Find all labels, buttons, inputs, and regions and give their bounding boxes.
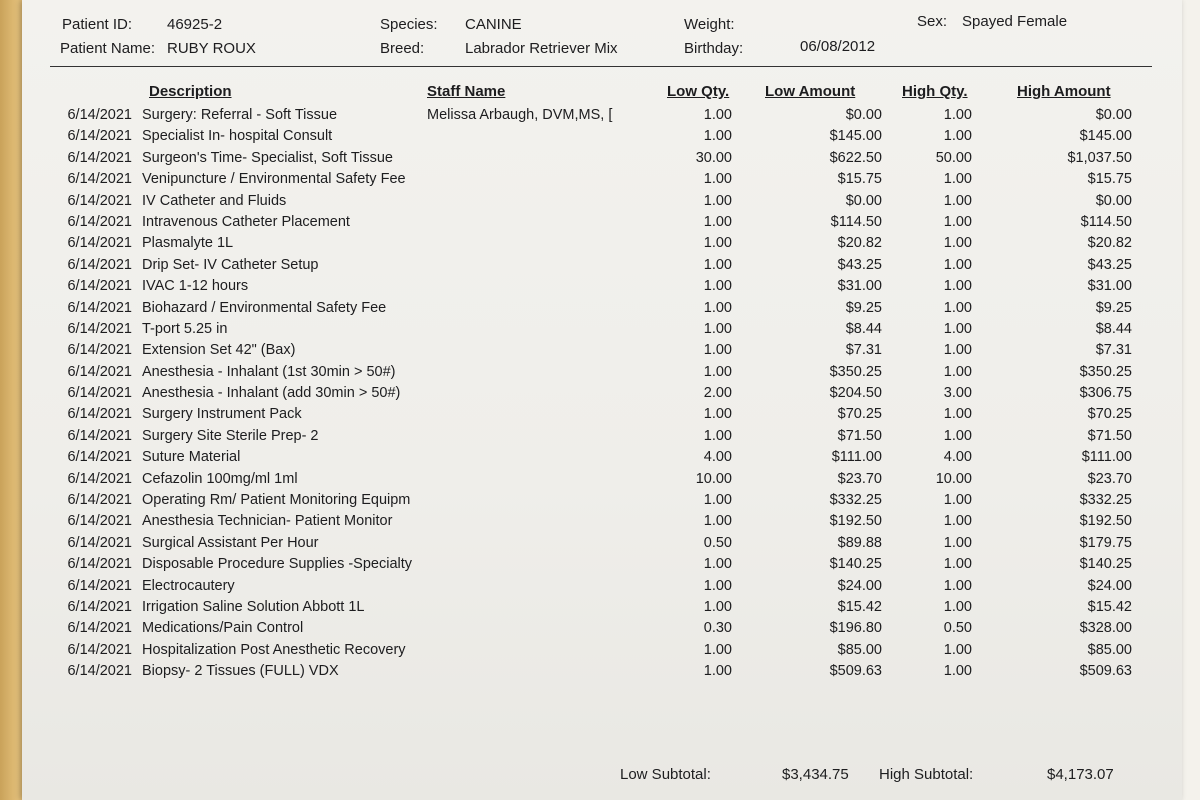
row-low-qty: 1.00 xyxy=(703,363,732,380)
row-date: 6/14/2021 xyxy=(67,107,132,123)
sex-label: Sex: xyxy=(917,13,948,30)
row-high-qty: 1.00 xyxy=(943,641,972,658)
patient-id-value: 46925-2 xyxy=(167,16,223,33)
row-high-amount: $23.70 xyxy=(1087,470,1132,487)
row-description: T-port 5.25 in xyxy=(142,320,228,337)
row-description: Cefazolin 100mg/ml 1ml xyxy=(142,470,298,487)
row-high-qty: 1.00 xyxy=(943,534,972,551)
row-low-amount: $145.00 xyxy=(829,128,882,145)
row-description: Surgery Site Sterile Prep- 2 xyxy=(142,427,319,444)
row-high-amount: $114.50 xyxy=(1080,213,1132,230)
row-low-qty: 30.00 xyxy=(695,149,732,166)
row-high-qty: 1.00 xyxy=(943,256,972,273)
row-date: 6/14/2021 xyxy=(67,320,132,337)
row-low-amount: $350.25 xyxy=(829,363,882,380)
row-description: Drip Set- IV Catheter Setup xyxy=(142,256,319,273)
row-high-qty: 1.00 xyxy=(943,577,972,594)
row-description: Venipuncture / Environmental Safety Fee xyxy=(142,171,406,188)
row-high-amount: $192.50 xyxy=(1079,513,1132,530)
column-header-staff-name: Staff Name xyxy=(427,83,506,100)
row-low-amount: $71.50 xyxy=(837,427,882,444)
low-subtotal-label: Low Subtotal: xyxy=(620,766,711,783)
row-high-qty: 1.00 xyxy=(943,299,972,316)
row-description: Extension Set 42" (Bax) xyxy=(142,342,296,359)
row-low-amount: $85.00 xyxy=(837,641,882,658)
row-low-qty: 2.00 xyxy=(703,385,732,402)
row-low-amount: $196.80 xyxy=(829,620,882,637)
row-low-qty: 1.00 xyxy=(703,320,732,337)
row-high-amount: $1,037.50 xyxy=(1067,149,1132,166)
row-low-qty: 1.00 xyxy=(703,556,732,573)
row-high-amount: $111.00 xyxy=(1081,449,1132,466)
row-low-qty: 0.30 xyxy=(703,620,732,637)
row-description: Hospitalization Post Anesthetic Recovery xyxy=(142,641,406,658)
row-date: 6/14/2021 xyxy=(67,406,132,423)
row-low-qty: 1.00 xyxy=(703,107,732,123)
row-low-qty: 1.00 xyxy=(703,299,732,316)
row-high-qty: 1.00 xyxy=(943,663,972,680)
row-low-amount: $70.25 xyxy=(837,406,882,423)
row-low-qty: 1.00 xyxy=(703,427,732,444)
row-low-qty: 4.00 xyxy=(703,449,732,466)
row-low-amount: $204.50 xyxy=(829,385,882,402)
row-description: Surgery: Referral - Soft Tissue xyxy=(142,107,338,123)
row-high-qty: 50.00 xyxy=(935,149,972,166)
row-low-amount: $7.31 xyxy=(845,342,882,359)
row-low-amount: $20.82 xyxy=(837,235,882,252)
row-high-qty: 1.00 xyxy=(943,342,972,359)
row-date: 6/14/2021 xyxy=(67,235,132,252)
row-low-qty: 1.00 xyxy=(703,128,732,145)
row-high-qty: 1.00 xyxy=(943,406,972,423)
row-high-qty: 0.50 xyxy=(943,620,972,637)
species-value: CANINE xyxy=(465,16,522,33)
row-high-qty: 1.00 xyxy=(943,171,972,188)
row-high-qty: 1.00 xyxy=(943,278,972,295)
row-high-qty: 10.00 xyxy=(935,470,972,487)
column-header-high-amount: High Amount xyxy=(1017,83,1111,100)
column-header-description: Description xyxy=(149,83,232,100)
row-low-qty: 1.00 xyxy=(703,278,732,295)
row-high-amount: $332.25 xyxy=(1079,492,1132,509)
row-high-amount: $7.31 xyxy=(1095,342,1132,359)
row-high-amount: $31.00 xyxy=(1087,278,1132,295)
row-low-amount: $332.25 xyxy=(829,492,882,509)
row-low-amount: $0.00 xyxy=(845,107,882,123)
row-date: 6/14/2021 xyxy=(67,363,132,380)
column-header-high-qty: High Qty. xyxy=(902,83,968,100)
species-label: Species: xyxy=(380,16,438,33)
row-description: Medications/Pain Control xyxy=(142,620,304,637)
high-subtotal-label: High Subtotal: xyxy=(879,766,974,783)
row-high-amount: $306.75 xyxy=(1079,385,1132,402)
row-high-qty: 1.00 xyxy=(943,213,972,230)
row-low-amount: $89.88 xyxy=(837,534,882,551)
weight-label: Weight: xyxy=(684,16,735,33)
row-high-qty: 1.00 xyxy=(943,192,972,209)
row-high-amount: $71.50 xyxy=(1087,427,1132,444)
header-divider xyxy=(50,66,1152,67)
row-high-amount: $24.00 xyxy=(1087,577,1132,594)
row-low-amount: $43.25 xyxy=(837,256,882,273)
row-low-qty: 1.00 xyxy=(703,192,732,209)
row-low-amount: $9.25 xyxy=(845,299,882,316)
row-low-amount: $23.70 xyxy=(837,470,882,487)
row-high-qty: 1.00 xyxy=(943,598,972,615)
row-date: 6/14/2021 xyxy=(67,470,132,487)
row-date: 6/14/2021 xyxy=(67,556,132,573)
row-high-qty: 3.00 xyxy=(943,385,972,402)
row-date: 6/14/2021 xyxy=(67,663,132,680)
patient-id-label: Patient ID: xyxy=(62,16,133,33)
row-high-amount: $350.25 xyxy=(1079,363,1132,380)
row-high-qty: 1.00 xyxy=(943,556,972,573)
row-date: 6/14/2021 xyxy=(67,128,132,145)
row-date: 6/14/2021 xyxy=(67,192,132,209)
row-description: Anesthesia - Inhalant (1st 30min > 50#) xyxy=(142,363,396,380)
row-date: 6/14/2021 xyxy=(67,385,132,402)
row-high-amount: $509.63 xyxy=(1079,663,1132,680)
row-low-qty: 0.50 xyxy=(703,534,732,551)
column-header-low-amount: Low Amount xyxy=(765,83,856,100)
sex-value: Spayed Female xyxy=(962,13,1068,30)
row-high-amount: $140.25 xyxy=(1079,556,1132,573)
row-high-qty: 1.00 xyxy=(943,235,972,252)
row-date: 6/14/2021 xyxy=(67,492,132,509)
row-description: Irrigation Saline Solution Abbott 1L xyxy=(142,598,365,615)
row-high-amount: $70.25 xyxy=(1087,406,1132,423)
high-subtotal-value: $4,173.07 xyxy=(1047,766,1114,783)
row-date: 6/14/2021 xyxy=(67,513,132,530)
row-description: Plasmalyte 1L xyxy=(142,235,234,252)
row-high-amount: $85.00 xyxy=(1087,641,1132,658)
row-date: 6/14/2021 xyxy=(67,256,132,273)
row-high-qty: 1.00 xyxy=(943,492,972,509)
row-low-qty: 1.00 xyxy=(703,256,732,273)
row-description: Anesthesia Technician- Patient Monitor xyxy=(142,513,393,530)
row-high-amount: $20.82 xyxy=(1087,235,1132,252)
row-low-qty: 1.00 xyxy=(703,342,732,359)
row-high-amount: $15.75 xyxy=(1087,171,1132,188)
row-date: 6/14/2021 xyxy=(67,342,132,359)
patient-name-label: Patient Name: xyxy=(60,40,156,57)
estimate-document xyxy=(22,0,1182,800)
row-low-amount: $622.50 xyxy=(829,149,882,166)
row-date: 6/14/2021 xyxy=(67,449,132,466)
row-low-amount: $15.42 xyxy=(837,598,882,615)
row-date: 6/14/2021 xyxy=(67,534,132,551)
row-description: Intravenous Catheter Placement xyxy=(142,213,350,230)
row-low-amount: $15.75 xyxy=(837,171,882,188)
patient-name-value: RUBY ROUX xyxy=(167,40,256,57)
row-low-amount: $31.00 xyxy=(837,278,882,295)
row-high-qty: 1.00 xyxy=(943,427,972,444)
row-description: Biopsy- 2 Tissues (FULL) VDX xyxy=(142,663,339,680)
row-low-qty: 1.00 xyxy=(703,598,732,615)
row-low-amount: $114.50 xyxy=(830,213,882,230)
breed-value: Labrador Retriever Mix xyxy=(465,40,618,57)
row-date: 6/14/2021 xyxy=(67,278,132,295)
row-low-qty: 1.00 xyxy=(703,663,732,680)
row-description: IV Catheter and Fluids xyxy=(142,192,287,209)
row-low-amount: $0.00 xyxy=(845,192,882,209)
row-date: 6/14/2021 xyxy=(67,149,132,166)
row-high-amount: $145.00 xyxy=(1079,128,1132,145)
row-high-amount: $0.00 xyxy=(1095,107,1132,123)
row-date: 6/14/2021 xyxy=(67,171,132,188)
low-subtotal-value: $3,434.75 xyxy=(782,766,849,783)
row-low-amount: $192.50 xyxy=(829,513,882,530)
row-low-qty: 1.00 xyxy=(703,406,732,423)
row-high-amount: $328.00 xyxy=(1079,620,1132,637)
row-high-amount: $179.75 xyxy=(1079,534,1132,551)
row-low-qty: 10.00 xyxy=(695,470,732,487)
row-low-qty: 1.00 xyxy=(703,171,732,188)
row-description: Operating Rm/ Patient Monitoring Equipm xyxy=(142,492,411,509)
column-header-low-qty: Low Qty. xyxy=(667,83,730,100)
row-date: 6/14/2021 xyxy=(67,427,132,444)
row-high-qty: 1.00 xyxy=(943,128,972,145)
row-description: Surgical Assistant Per Hour xyxy=(142,534,319,551)
row-description: Biohazard / Environmental Safety Fee xyxy=(142,299,387,316)
row-low-amount: $24.00 xyxy=(837,577,882,594)
row-high-qty: 4.00 xyxy=(943,449,972,466)
row-date: 6/14/2021 xyxy=(67,213,132,230)
row-high-amount: $15.42 xyxy=(1087,598,1132,615)
row-date: 6/14/2021 xyxy=(67,620,132,637)
row-high-amount: $43.25 xyxy=(1087,256,1132,273)
row-low-amount: $509.63 xyxy=(829,663,882,680)
row-low-qty: 1.00 xyxy=(703,641,732,658)
row-high-qty: 1.00 xyxy=(943,107,972,123)
row-date: 6/14/2021 xyxy=(67,598,132,615)
row-date: 6/14/2021 xyxy=(67,299,132,316)
row-description: Surgery Instrument Pack xyxy=(142,406,302,423)
row-high-amount: $9.25 xyxy=(1095,299,1132,316)
row-description: Surgeon's Time- Specialist, Soft Tissue xyxy=(142,149,393,166)
row-low-qty: 1.00 xyxy=(703,492,732,509)
row-date: 6/14/2021 xyxy=(67,641,132,658)
row-high-amount: $0.00 xyxy=(1095,192,1132,209)
row-high-qty: 1.00 xyxy=(943,513,972,530)
row-date: 6/14/2021 xyxy=(67,577,132,594)
breed-label: Breed: xyxy=(380,40,425,57)
row-description: Suture Material xyxy=(142,449,241,466)
row-low-amount: $8.44 xyxy=(845,320,882,337)
row-staff-name: Melissa Arbaugh, DVM,MS, [ xyxy=(427,107,613,123)
row-description: Specialist In- hospital Consult xyxy=(142,128,333,145)
row-low-amount: $111.00 xyxy=(831,449,882,466)
row-description: Disposable Procedure Supplies -Specialty xyxy=(142,556,413,573)
row-description: Electrocautery xyxy=(142,577,235,594)
row-high-amount: $8.44 xyxy=(1095,320,1132,337)
row-description: IVAC 1-12 hours xyxy=(142,278,249,295)
row-high-qty: 1.00 xyxy=(943,363,972,380)
row-low-qty: 1.00 xyxy=(703,213,732,230)
row-high-qty: 1.00 xyxy=(943,320,972,337)
birthday-label: Birthday: xyxy=(684,40,744,57)
row-low-qty: 1.00 xyxy=(703,577,732,594)
birthday-value: 06/08/2012 xyxy=(800,38,876,55)
row-low-qty: 1.00 xyxy=(703,235,732,252)
row-low-amount: $140.25 xyxy=(829,556,882,573)
row-low-qty: 1.00 xyxy=(703,513,732,530)
row-description: Anesthesia - Inhalant (add 30min > 50#) xyxy=(142,385,401,402)
